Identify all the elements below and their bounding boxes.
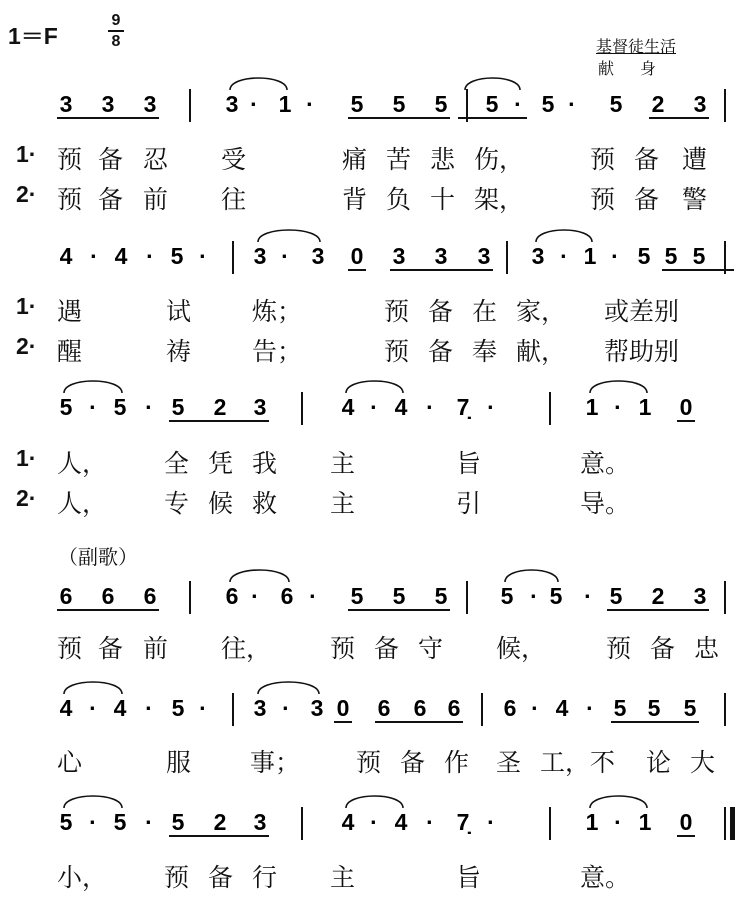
lyric-word: 预 (590, 145, 616, 174)
lyric-word: 导。 (580, 489, 631, 518)
note: 0 (679, 394, 693, 420)
note: 5 (609, 583, 623, 609)
lyric-word: 事； (250, 748, 301, 777)
lyric-word: 主 (330, 449, 356, 478)
verse-number: 1· (16, 293, 37, 319)
lyric-word: 预 (384, 297, 410, 326)
lyric-word: 试 (166, 297, 192, 326)
lyric-word: 备 (634, 185, 660, 214)
augmentation-dot: · (146, 243, 154, 269)
lyric-word: 炼； (252, 297, 303, 326)
augmentation-dot: · (90, 243, 98, 269)
note: 0 (679, 809, 693, 835)
note: 6 (280, 583, 294, 609)
augmentation-dot: · (530, 583, 538, 609)
note: 5 (609, 91, 623, 117)
augmentation-dot: · (250, 91, 258, 117)
song-title: 献身 (598, 59, 683, 78)
lyric-word: 主 (330, 489, 356, 518)
augmentation-dot: · (89, 695, 97, 721)
notation-row (60, 796, 735, 840)
note: 6 (413, 695, 427, 721)
lyric-word: 行 (252, 863, 278, 892)
lyric-word: 引 (456, 489, 482, 518)
lyric-word: 献， (516, 337, 567, 366)
note: 5 (664, 243, 678, 269)
augmentation-dot: · (306, 91, 314, 117)
tie-arc (590, 796, 647, 808)
augmentation-dot: · (251, 583, 259, 609)
note: 6 (225, 583, 239, 609)
augmentation-dot: · (145, 394, 153, 420)
note: 5 (170, 243, 184, 269)
tie-arc (64, 796, 122, 808)
note: 1 (585, 394, 599, 420)
lyric-word: 守 (418, 634, 444, 663)
augmentation-dot: · (531, 695, 539, 721)
lyric-word: 预 (590, 185, 616, 214)
augmentation-dot: · (145, 695, 153, 721)
augmentation-dot: · (487, 809, 495, 835)
note: 3 (311, 243, 325, 269)
note: 5 (350, 91, 364, 117)
note: 0 (350, 243, 364, 269)
note: 3 (693, 91, 707, 117)
augmentation-dot: · (487, 394, 495, 420)
final-barline (730, 807, 735, 840)
note: 1 (585, 809, 599, 835)
lyric-word: 备 (208, 863, 234, 892)
tie-arc (536, 230, 592, 242)
augmentation-dot: · (614, 809, 622, 835)
lyric-word: 专 (164, 489, 190, 518)
lyric-word: 或差别 (604, 297, 680, 326)
lyric-word: 全 (164, 449, 190, 478)
note: 5 (113, 394, 127, 420)
lyric-word: 备 (428, 337, 454, 366)
note: 3 (477, 243, 491, 269)
note: 3 (434, 243, 448, 269)
augmentation-dot: · (89, 394, 97, 420)
note: 2 (213, 394, 227, 420)
lyric-word: 忍 (143, 145, 169, 174)
tie-arc (505, 570, 558, 582)
augmentation-dot: · (370, 809, 378, 835)
note: 3 (143, 91, 157, 117)
lyric-word: 遭 (682, 145, 708, 174)
verse-number: 2· (16, 333, 37, 359)
lyric-word: 忠 (694, 634, 720, 663)
lyric-word: 人， (57, 449, 108, 478)
augmentation-dot: · (145, 809, 153, 835)
note: 4 (59, 243, 73, 269)
lyric-word: 架， (474, 185, 525, 214)
note: 5 (637, 243, 651, 269)
lyric-word: 警 (682, 185, 708, 214)
verse-number: 1· (16, 141, 37, 167)
note: 1 (638, 394, 652, 420)
augmentation-dot: · (282, 695, 290, 721)
tie-arc (346, 796, 403, 808)
note: 6 (377, 695, 391, 721)
note: 2 (651, 583, 665, 609)
lyric-word: 前 (143, 634, 169, 663)
tie-arc (258, 682, 319, 694)
lyric-word: 悲 (430, 145, 456, 174)
augmentation-dot: · (584, 583, 592, 609)
notation-row (60, 682, 725, 726)
lyric-word: 候 (208, 489, 234, 518)
lyric-word: 帮助别 (604, 337, 680, 366)
note: 2 (213, 809, 227, 835)
note: 5 (500, 583, 514, 609)
note: 5 (59, 809, 73, 835)
lyric-word: 预 (57, 634, 83, 663)
lyric-word: 遇 (57, 297, 83, 326)
lyric-word: 伤， (474, 145, 525, 174)
notation-row (57, 78, 725, 122)
note: 7̣ (456, 394, 470, 420)
note: 5 (171, 394, 185, 420)
note: 3 (253, 695, 267, 721)
note: 5 (683, 695, 697, 721)
note: 0 (336, 695, 350, 721)
lyric-word: 痛 (342, 145, 368, 174)
lyric-word: 小， (57, 863, 108, 892)
note: 3 (253, 394, 267, 420)
lyric-word: 备 (98, 634, 124, 663)
note: 3 (59, 91, 73, 117)
lyric-word: 预 (356, 748, 382, 777)
lyric-word: 受 (221, 145, 247, 174)
lyric-word: 奉 (472, 337, 498, 366)
key-signature: 1＝F (8, 23, 58, 49)
lyric-word: 工，不 (540, 748, 616, 777)
lyric-word: 圣 (496, 748, 522, 777)
source-credit: 基督徒生活 (596, 37, 677, 56)
note: 5 (647, 695, 661, 721)
note: 5 (549, 583, 563, 609)
note: 6 (59, 583, 73, 609)
tie-arc (230, 570, 289, 582)
note: 6 (447, 695, 461, 721)
lyric-word: 作 (444, 748, 470, 777)
note: 5 (59, 394, 73, 420)
lyric-word: 前 (143, 185, 169, 214)
note: 5 (541, 91, 555, 117)
augmentation-dot: · (568, 91, 576, 117)
lyric-word: 意。 (580, 863, 631, 892)
note: 5 (113, 809, 127, 835)
augmentation-dot: · (89, 809, 97, 835)
augmentation-dot: · (560, 243, 568, 269)
note: 3 (693, 583, 707, 609)
augmentation-dot: · (309, 583, 317, 609)
lyric-word: 十 (430, 185, 456, 214)
lyrics-verse1-line1 (0, 140, 750, 172)
verse-number: 2· (16, 485, 37, 511)
note: 6 (503, 695, 517, 721)
lyric-word: 我 (252, 449, 278, 478)
lyric-word: 预 (384, 337, 410, 366)
lyric-word: 旨 (456, 863, 482, 892)
augmentation-dot: · (199, 695, 207, 721)
tie-arc (346, 381, 403, 393)
note: 6 (143, 583, 157, 609)
note: 7̣ (456, 809, 470, 835)
tie-arc (590, 381, 647, 393)
lyrics-chorus-line1 (0, 629, 750, 661)
lyric-word: 祷 (166, 337, 192, 366)
note: 5 (171, 809, 185, 835)
note: 5 (171, 695, 185, 721)
note: 3 (101, 91, 115, 117)
lyric-word: 救 (252, 489, 278, 518)
lyrics-verse2-line1 (0, 180, 750, 212)
augmentation-dot: · (370, 394, 378, 420)
note: 3 (310, 695, 324, 721)
lyric-word: 往， (221, 634, 272, 663)
lyric-word: 备 (374, 634, 400, 663)
lyrics-verse1-line3 (0, 444, 750, 476)
lyrics-verse2-line2 (0, 332, 750, 364)
notation-row (57, 570, 725, 614)
note: 5 (392, 91, 406, 117)
lyrics-chorus-line2 (0, 743, 750, 775)
tie-arc (64, 381, 122, 393)
lyric-word: 预 (330, 634, 356, 663)
lyric-word: 往 (221, 185, 247, 214)
note: 3 (531, 243, 545, 269)
note: 5 (350, 583, 364, 609)
lyrics-verse1-line2 (0, 292, 750, 324)
tie-arc (64, 682, 122, 694)
notation-row (60, 381, 695, 425)
note: 5 (485, 91, 499, 117)
note: 6 (101, 583, 115, 609)
notation-row (60, 230, 734, 274)
lyric-word: 备 (428, 297, 454, 326)
augmentation-dot: · (586, 695, 594, 721)
note: 1 (278, 91, 292, 117)
note: 4 (113, 695, 127, 721)
time-signature-bottom: 8 (111, 33, 121, 50)
lyric-word: 预 (57, 145, 83, 174)
augmentation-dot: · (426, 394, 434, 420)
lyric-word: 意。 (580, 449, 631, 478)
augmentation-dot: · (614, 394, 622, 420)
lyric-word: 备 (98, 185, 124, 214)
lyric-word: 备 (98, 145, 124, 174)
note: 4 (341, 809, 355, 835)
note: 5 (434, 91, 448, 117)
lyric-word: 备 (650, 634, 676, 663)
lyric-word: 告； (252, 337, 303, 366)
lyric-word: 备 (400, 748, 426, 777)
lyric-word: 背 (342, 185, 368, 214)
lyric-word: 主 (330, 863, 356, 892)
note: 1 (638, 809, 652, 835)
lyric-word: 人， (57, 489, 108, 518)
note: 5 (434, 583, 448, 609)
lyric-word: 心 (57, 748, 83, 777)
lyrics-chorus-line3 (0, 858, 750, 890)
lyric-word: 在 (472, 297, 498, 326)
lyric-word: 候， (496, 634, 547, 663)
lyric-word: 备 (634, 145, 660, 174)
lyric-word: 预 (57, 185, 83, 214)
verse-number: 1· (16, 445, 37, 471)
note: 4 (394, 809, 408, 835)
augmentation-dot: · (426, 809, 434, 835)
tie-arc (465, 78, 520, 90)
note: 4 (394, 394, 408, 420)
lyric-word: 醒 (57, 337, 83, 366)
lyric-word: 论 (646, 748, 672, 777)
tie-arc (258, 230, 320, 242)
lyric-word: 预 (164, 863, 190, 892)
time-signature-top: 9 (111, 12, 121, 29)
verse-number: 2· (16, 181, 37, 207)
lyric-word: 家， (516, 297, 567, 326)
tie-arc (230, 78, 287, 90)
note: 4 (341, 394, 355, 420)
augmentation-dot: · (199, 243, 207, 269)
lyrics-verse2-line3 (0, 484, 750, 516)
chorus-label: （副歌） (58, 545, 138, 569)
lyric-word: 凭 (208, 449, 234, 478)
lyric-word: 负 (386, 185, 412, 214)
augmentation-dot: · (611, 243, 619, 269)
augmentation-dot: · (281, 243, 289, 269)
lyric-word: 服 (166, 748, 192, 777)
note: 2 (651, 91, 665, 117)
lyric-word: 大 (690, 748, 716, 777)
note: 5 (692, 243, 706, 269)
note: 5 (392, 583, 406, 609)
lyric-word: 旨 (456, 449, 482, 478)
lyric-word: 预 (606, 634, 632, 663)
note: 3 (225, 91, 239, 117)
lyric-word: 苦 (386, 145, 412, 174)
note: 5 (613, 695, 627, 721)
note: 4 (114, 243, 128, 269)
augmentation-dot: · (514, 91, 522, 117)
note: 4 (555, 695, 569, 721)
note: 3 (253, 243, 267, 269)
note: 3 (253, 809, 267, 835)
note: 3 (392, 243, 406, 269)
note: 1 (583, 243, 597, 269)
note: 4 (59, 695, 73, 721)
